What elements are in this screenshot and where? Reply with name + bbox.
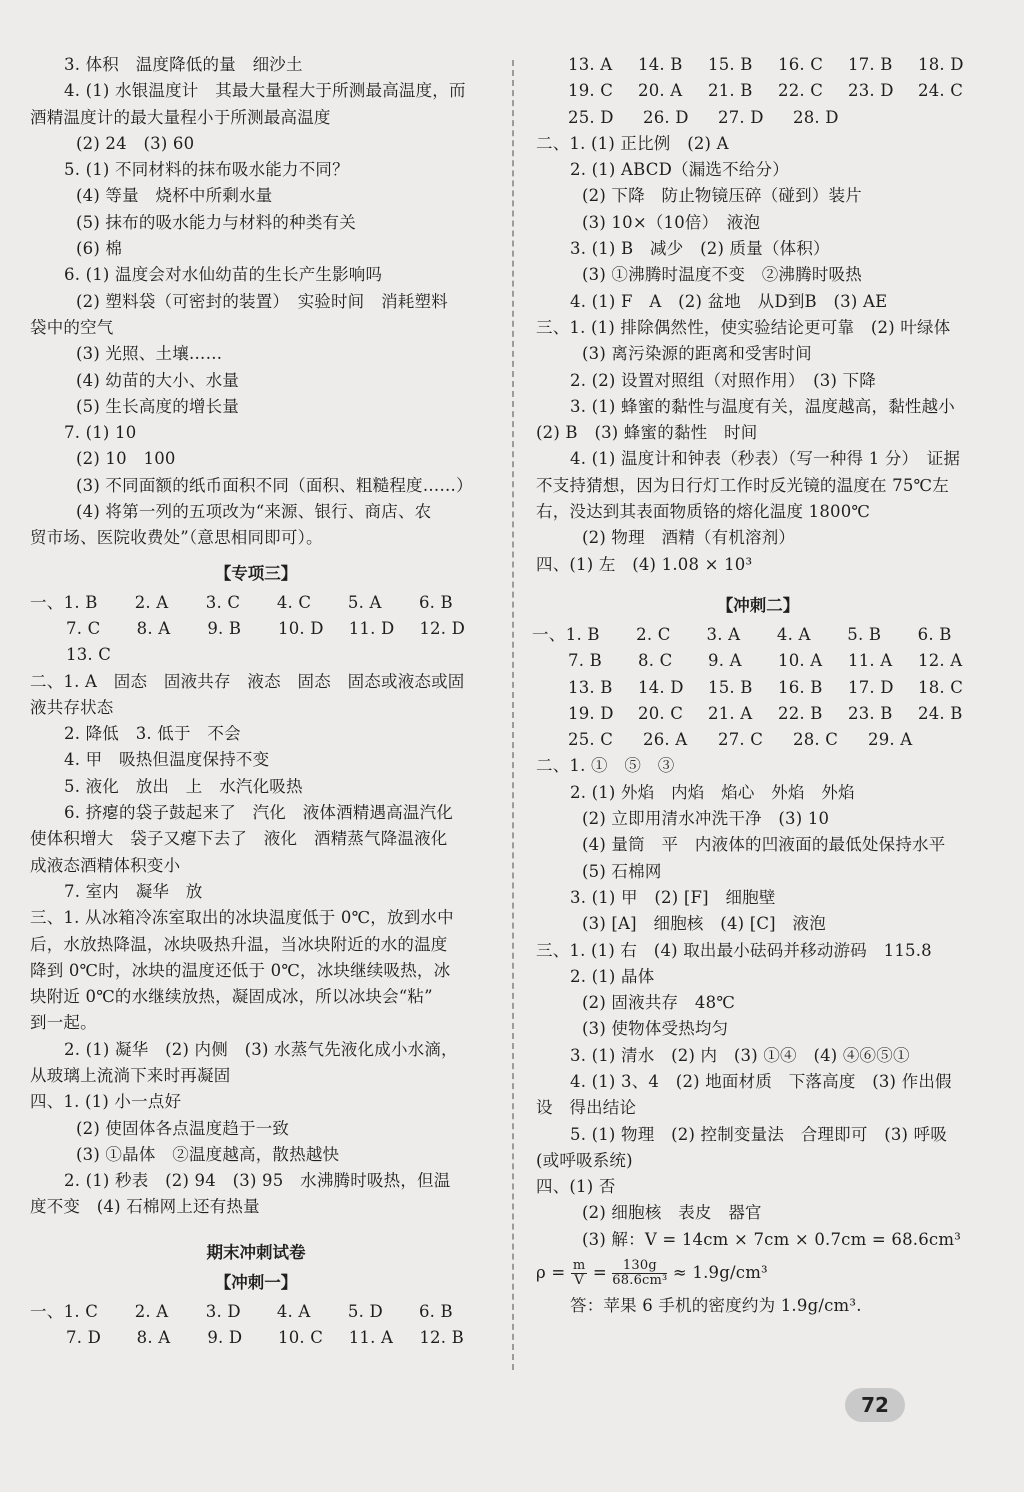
answer-line: (3) 不同面额的纸币面积不同（面积、粗糙程度……） bbox=[76, 475, 473, 495]
answer-line: 贸市场、医院收费处”（意思相同即可）。 bbox=[30, 528, 323, 548]
choice-answer: 23. D bbox=[848, 81, 894, 101]
choice-answer: 28. D bbox=[793, 107, 839, 127]
answer-line: (3) 解：V = 14cm × 7cm × 0.7cm = 68.6cm³ bbox=[582, 1229, 962, 1249]
answer-line: 从玻璃上流淌下来时再凝固 bbox=[30, 1065, 231, 1085]
answer-line: 后，水放热降温，冰块吸热升温，当冰块附近的水的温度 bbox=[30, 934, 448, 954]
choice-answer: 19. D bbox=[568, 703, 614, 723]
left-answers-block-b bbox=[22, 669, 490, 1221]
answer-line: 3. (1) B 减少 (2) 质量（体积） bbox=[570, 239, 830, 259]
answer-line: (3) [A] 细胞核 (4) [C] 液泡 bbox=[582, 914, 826, 934]
answer-line: 4. (1) 温度计和钟表（秒表）（写一种得 1 分） 证据 bbox=[570, 449, 961, 469]
choice-answer: 17. D bbox=[848, 677, 894, 697]
choice-answer-row bbox=[528, 622, 988, 648]
answer-line: (5) 生长高度的增长量 bbox=[76, 396, 240, 416]
choice-answer: 7. B bbox=[568, 651, 602, 671]
right-mc-block-1 bbox=[528, 52, 988, 131]
answer-line: 二、1. A 固态 固液共存 液态 固态 固态或液态或固 bbox=[30, 671, 465, 691]
formula-rho: ρ = bbox=[536, 1263, 566, 1283]
choice-answer: 5. B bbox=[847, 624, 882, 644]
answer-line: 三、1. (1) 排除偶然性，使实验结论更可靠 (2) 叶绿体 bbox=[536, 317, 951, 337]
answer-line: 3. 体积 温度降低的量 细沙土 bbox=[64, 55, 303, 74]
answer-line: 四、1. (1) 小一点好 bbox=[30, 1092, 182, 1112]
answer-line: (2) 24 (3) 60 bbox=[76, 133, 195, 153]
choice-answer: 27. C bbox=[718, 730, 764, 750]
answer-line: 度不变 (4) 石棉网上还有热量 bbox=[30, 1197, 260, 1217]
answer-line: 2. (1) 外焰 内焰 焰心 外焰 外焰 bbox=[570, 782, 855, 802]
answer-line: (2) 细胞核 表皮 器官 bbox=[582, 1203, 762, 1223]
choice-answer: 9. D bbox=[207, 1328, 243, 1348]
density-formula bbox=[528, 1253, 988, 1293]
choice-answer: 2. C bbox=[636, 624, 671, 644]
answer-line: 5. 液化 放出 上 水汽化吸热 bbox=[64, 776, 303, 796]
choice-answer: 4. A bbox=[276, 1301, 311, 1321]
choice-answer: 13. C bbox=[66, 645, 112, 665]
answer-line: 4. (1) 水银温度计 其最大量程大于所测最高温度，而 bbox=[64, 81, 466, 101]
choice-answer: 28. C bbox=[793, 730, 839, 750]
answer-line: 2. (1) 秒表 (2) 94 (3) 95 水沸腾时吸热，但温 bbox=[64, 1171, 451, 1191]
choice-answer: 3. C bbox=[205, 592, 241, 612]
left-mc-block-1 bbox=[22, 590, 490, 669]
answer-line: 设 得出结论 bbox=[536, 1098, 637, 1118]
answer-line: 三、1. 从冰箱冷冻室取出的冰块温度低于 0℃，放到水中 bbox=[30, 908, 454, 928]
answer-line: 袋中的空气 bbox=[30, 317, 114, 337]
choice-answer: 3. D bbox=[205, 1301, 241, 1321]
choice-answer-row bbox=[22, 590, 490, 616]
choice-answer-row bbox=[22, 1325, 490, 1351]
right-answers-block-a bbox=[528, 131, 988, 578]
section-heading-chongci-1: 【冲刺一】 bbox=[214, 1272, 298, 1292]
answer-line: 7. (1) 10 bbox=[64, 423, 137, 443]
answer-line: (3) ①沸腾时温度不变 ②沸腾时吸热 bbox=[582, 265, 862, 285]
answer-line: 使体积增大 袋子又瘪下去了 液化 酒精蒸气降温液化 bbox=[30, 829, 448, 849]
choice-answer: 10. D bbox=[278, 618, 324, 638]
choice-answer: 25. C bbox=[568, 730, 614, 750]
choice-answer: 12. B bbox=[419, 1328, 464, 1348]
answer-line: 酒精温度计的最大量程小于所测最高温度 bbox=[30, 107, 331, 127]
choice-answer-row bbox=[22, 1299, 490, 1325]
choice-answer: 22. C bbox=[778, 81, 824, 101]
answer-line: (或呼吸系统) bbox=[536, 1150, 633, 1170]
answer-line: 成液态酒精体积变小 bbox=[30, 855, 181, 875]
answer-line: (2) 立即用清水冲洗干净 (3) 10 bbox=[582, 809, 830, 829]
choice-answer: 11. A bbox=[848, 651, 893, 671]
answer-line: 4. (1) F A (2) 盆地 从D到B (3) AE bbox=[570, 291, 888, 311]
answer-line: (3) 离污染源的距离和受害时间 bbox=[582, 344, 812, 364]
formula-result: ≈ 1.9g/cm³ bbox=[672, 1263, 768, 1283]
choice-answer: 8. A bbox=[136, 618, 171, 638]
choice-answer: 15. B bbox=[708, 677, 753, 697]
choice-answer-row bbox=[22, 616, 490, 642]
choice-answer: 5. A bbox=[347, 592, 382, 612]
answer-line: (5) 抹布的吸水能力与材料的种类有关 bbox=[76, 212, 356, 232]
choice-answer: 21. B bbox=[708, 81, 753, 101]
answer-line: 4. (1) 3、4 (2) 地面材质 下落高度 (3) 作出假 bbox=[570, 1071, 952, 1091]
formula-fraction-m-v bbox=[571, 1259, 588, 1288]
final-answer-line: 答：苹果 6 手机的密度约为 1.9g/cm³. bbox=[570, 1296, 862, 1316]
choice-answer: 14. B bbox=[638, 55, 683, 74]
answer-line: 四、(1) 左 (4) 1.08 × 10³ bbox=[536, 554, 753, 574]
answer-line: 6. 挤瘪的袋子鼓起来了 汽化 液体酒精遇高温汽化 bbox=[64, 803, 453, 823]
choice-answer: 4. C bbox=[276, 592, 312, 612]
page-number: 72 bbox=[845, 1388, 905, 1422]
choice-answer: 26. A bbox=[643, 730, 688, 750]
answer-line: 降到 0℃时，冰块的温度还低于 0℃，冰块继续吸热，冰 bbox=[30, 960, 451, 980]
choice-answer: 20. A bbox=[638, 81, 683, 101]
answer-line: 5. (1) 不同材料的抹布吸水能力不同？ bbox=[64, 160, 349, 180]
choice-answer: 21. A bbox=[708, 703, 753, 723]
choice-answer-row bbox=[528, 648, 988, 674]
answer-line: (2) 塑料袋（可密封的装置） 实验时间 消耗塑料 bbox=[76, 291, 448, 311]
choice-answer: 3. A bbox=[706, 624, 741, 644]
choice-answer: 26. D bbox=[643, 107, 689, 127]
answer-line: 6. (1) 温度会对水仙幼苗的生长产生影响吗 bbox=[64, 265, 383, 285]
choice-answer: 9. B bbox=[207, 618, 242, 638]
formula-volume-value: 68.6cm³ bbox=[612, 1273, 668, 1289]
choice-answer: 1. C bbox=[63, 1301, 99, 1321]
choice-answer-row bbox=[528, 675, 988, 701]
choice-answer: 25. D bbox=[568, 107, 614, 127]
answer-line: 液共存状态 bbox=[30, 697, 114, 717]
answer-line: (4) 量筒 平 内液体的凹液面的最低处保持水平 bbox=[582, 835, 946, 855]
answer-line: 二、1. (1) 正比例 (2) A bbox=[536, 133, 729, 153]
formula-fraction-values bbox=[612, 1259, 667, 1288]
section-number: 一、 bbox=[532, 624, 566, 644]
formula-mass-value: 130g bbox=[612, 1259, 667, 1274]
choice-answer: 7. D bbox=[66, 1328, 102, 1348]
choice-answer: 13. B bbox=[568, 677, 613, 697]
choice-answer: 6. B bbox=[418, 592, 453, 612]
choice-answer: 17. B bbox=[848, 55, 893, 74]
choice-answer-row bbox=[528, 105, 988, 131]
choice-answer-row bbox=[528, 727, 988, 753]
answer-line: 2. (1) ABCD（漏选不给分） bbox=[570, 160, 789, 180]
choice-answer: 29. A bbox=[868, 730, 913, 750]
choice-answer: 1. B bbox=[63, 592, 98, 612]
section-number: 一、 bbox=[30, 592, 64, 612]
left-mc-block-2 bbox=[22, 1299, 490, 1352]
choice-answer-row bbox=[528, 78, 988, 104]
answer-line: 到一起。 bbox=[30, 1013, 97, 1033]
choice-answer: 8. A bbox=[136, 1328, 171, 1348]
choice-answer: 24. B bbox=[918, 703, 963, 723]
answer-line: 二、1. ① ⑤ ③ bbox=[536, 756, 675, 776]
section-heading-final-exam: 期末冲刺试卷 bbox=[206, 1242, 306, 1262]
right-column bbox=[528, 52, 988, 1319]
answer-line: 3. (1) 甲 (2) [F] 细胞壁 bbox=[570, 887, 776, 907]
choice-answer-row bbox=[528, 52, 988, 78]
choice-answer: 11. A bbox=[348, 1328, 394, 1348]
answer-line: 不支持猜想，因为日行灯工作时反光镜的温度在 75℃左 bbox=[536, 475, 949, 495]
choice-answer: 12. D bbox=[419, 618, 466, 638]
answer-line: (5) 石棉网 bbox=[582, 861, 662, 881]
choice-answer: 16. C bbox=[778, 55, 824, 74]
choice-answer: 7. C bbox=[66, 618, 101, 638]
answer-line: (4) 幼苗的大小、水量 bbox=[76, 370, 240, 390]
answer-line: (4) 等量 烧杯中所剩水量 bbox=[76, 186, 273, 206]
choice-answer: 15. B bbox=[708, 55, 753, 74]
choice-answer: 1. B bbox=[565, 624, 600, 644]
answer-line: (3) 光照、土壤…… bbox=[76, 344, 223, 364]
choice-answer: 27. D bbox=[718, 107, 764, 127]
section-heading-zhuanxiang-3: 【专项三】 bbox=[214, 563, 298, 583]
choice-answer: 9. A bbox=[708, 651, 742, 671]
choice-answer: 2. A bbox=[134, 592, 169, 612]
answer-line: 2. 降低 3. 低于 不会 bbox=[64, 724, 241, 744]
answer-line: 3. (1) 清水 (2) 内 (3) ①④ (4) ④⑥⑤① bbox=[570, 1045, 910, 1065]
answer-line: (4) 将第一列的五项改为“来源、银行、商店、农 bbox=[76, 502, 432, 522]
answer-line: 右，没达到其表面物质铬的熔化温度 1800℃ bbox=[536, 502, 871, 522]
choice-answer-row bbox=[22, 642, 490, 668]
section-heading-chongci-2: 【冲刺二】 bbox=[716, 595, 800, 615]
answer-line: 7. 室内 凝华 放 bbox=[64, 881, 203, 901]
choice-answer: 16. B bbox=[778, 677, 823, 697]
answer-line: (2) B (3) 蜂蜜的黏性 时间 bbox=[536, 423, 758, 443]
choice-answer: 6. B bbox=[917, 624, 952, 644]
choice-answer: 8. C bbox=[638, 651, 673, 671]
answer-line: (2) 下降 防止物镜压碎（碰到）装片 bbox=[582, 186, 862, 206]
choice-answer: 22. B bbox=[778, 703, 823, 723]
right-answers-block-b bbox=[528, 753, 988, 1253]
choice-answer: 18. C bbox=[918, 677, 964, 697]
answer-line: 四、(1) 否 bbox=[536, 1177, 616, 1197]
answer-line: (2) 10 100 bbox=[76, 449, 176, 469]
answer-line: (3) 使物体受热均匀 bbox=[582, 1019, 729, 1039]
answer-line: 4. 甲 吸热但温度保持不变 bbox=[64, 750, 270, 770]
choice-answer: 13. A bbox=[568, 55, 613, 74]
choice-answer: 2. A bbox=[134, 1301, 169, 1321]
formula-m: m bbox=[572, 1258, 586, 1274]
answer-line: (6) 棉 bbox=[76, 239, 123, 259]
answer-line: (3) ①晶体 ②温度越高，散热越快 bbox=[76, 1144, 340, 1164]
answer-line: (2) 物理 酒精（有机溶剂） bbox=[582, 528, 796, 548]
choice-answer: 14. D bbox=[638, 677, 684, 697]
left-answers-block-a bbox=[22, 52, 490, 552]
choice-answer: 11. D bbox=[348, 618, 395, 638]
choice-answer: 10. C bbox=[278, 1328, 324, 1348]
choice-answer: 4. A bbox=[776, 624, 811, 644]
answer-line: 2. (1) 凝华 (2) 内侧 (3) 水蒸气先液化成小水滴， bbox=[64, 1039, 458, 1059]
answer-line: 块附近 0℃的水继续放热，凝固成冰，所以冰块会“粘” bbox=[30, 987, 433, 1007]
answer-line: 3. (1) 蜂蜜的黏性与温度有关，温度越高，黏性越小 bbox=[570, 396, 956, 416]
choice-answer: 5. D bbox=[347, 1301, 383, 1321]
choice-answer: 10. A bbox=[778, 651, 823, 671]
choice-answer: 24. C bbox=[918, 81, 964, 101]
choice-answer: 12. A bbox=[918, 651, 963, 671]
choice-answer: 23. B bbox=[848, 703, 893, 723]
answer-line: (2) 使固体各点温度趋于一致 bbox=[76, 1118, 290, 1138]
choice-answer: 19. C bbox=[568, 81, 614, 101]
choice-answer: 20. C bbox=[638, 703, 684, 723]
formula-equals: = bbox=[592, 1263, 607, 1283]
answer-line: (2) 固液共存 48℃ bbox=[582, 993, 735, 1013]
answer-line: 2. (1) 晶体 bbox=[570, 966, 655, 986]
answer-line: (3) 10×（10倍） 液泡 bbox=[582, 212, 761, 232]
column-divider bbox=[512, 60, 514, 1370]
right-mc-block-2 bbox=[528, 622, 988, 753]
choice-answer-row bbox=[528, 701, 988, 727]
answer-line: 三、1. (1) 右 (4) 取出最小砝码并移动游码 115.8 bbox=[536, 940, 932, 960]
section-number: 一、 bbox=[30, 1301, 64, 1321]
left-column bbox=[22, 52, 490, 1351]
answer-line: 5. (1) 物理 (2) 控制变量法 合理即可 (3) 呼吸 bbox=[570, 1124, 948, 1144]
choice-answer: 18. D bbox=[918, 55, 964, 74]
answer-line: 2. (2) 设置对照组（对照作用） (3) 下降 bbox=[570, 370, 876, 390]
formula-v: V bbox=[574, 1273, 584, 1289]
choice-answer: 6. B bbox=[418, 1301, 453, 1321]
